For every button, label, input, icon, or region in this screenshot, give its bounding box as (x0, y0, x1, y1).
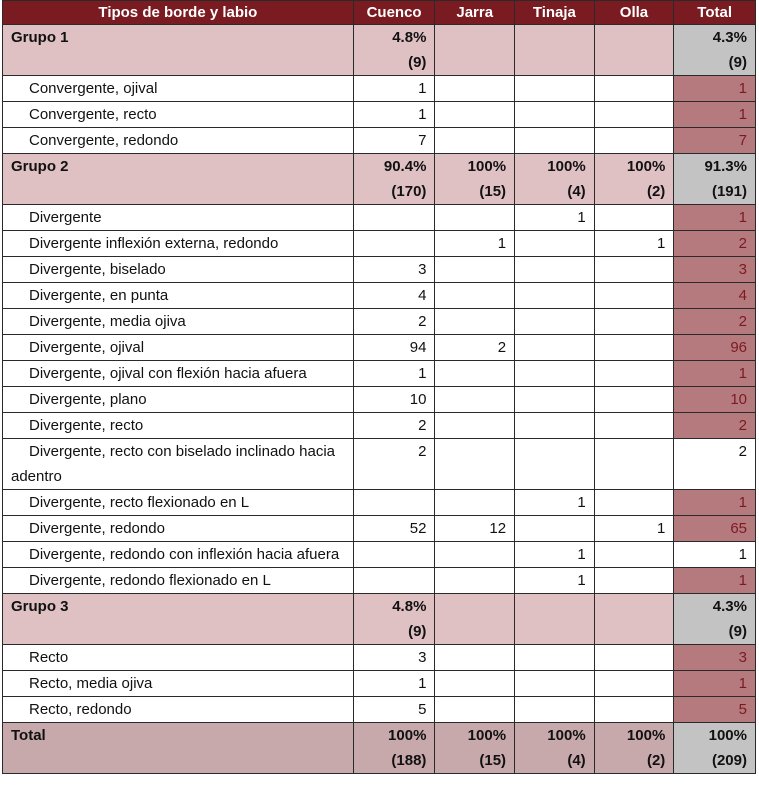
border-lip-types-table (2, 0, 756, 774)
cuenco-cell (353, 154, 435, 205)
table-row (3, 490, 756, 516)
count-value: (2) (646, 752, 666, 769)
tinaja-cell: 1 (515, 205, 595, 231)
cuenco-cell (353, 205, 435, 231)
cuenco-cell: 94 (353, 335, 435, 361)
header-types: Tipos de borde y labio (3, 1, 354, 25)
jarra-cell (435, 490, 515, 516)
table-row (3, 516, 756, 542)
table-row (3, 257, 756, 283)
olla-cell (594, 128, 674, 154)
total-cell: 4 (674, 283, 756, 309)
tinaja-cell (515, 102, 595, 128)
tinaja-cell (515, 645, 595, 671)
olla-cell (594, 387, 674, 413)
jarra-cell (435, 154, 515, 205)
cuenco-cell: 1 (353, 102, 435, 128)
jarra-cell (435, 413, 515, 439)
tinaja-cell (515, 283, 595, 309)
olla-cell (594, 413, 674, 439)
count-value: (15) (479, 752, 507, 769)
row-label: Convergente, ojival (3, 76, 354, 102)
row-label: Divergente, biselado (3, 257, 354, 283)
total-cell (674, 25, 756, 76)
total-cell: 2 (674, 231, 756, 257)
cuenco-cell (353, 723, 435, 774)
olla-cell (594, 283, 674, 309)
cuenco-cell: 3 (353, 257, 435, 283)
count-value: (4) (567, 752, 586, 769)
percent-value: 91.3% (704, 158, 747, 175)
row-label: Divergente, redondo flexionado en L (3, 568, 354, 594)
row-label: Recto, media ojiva (3, 671, 354, 697)
total-cell: 10 (674, 387, 756, 413)
header-olla: Olla (594, 1, 674, 25)
cuenco-cell: 4 (353, 283, 435, 309)
row-label: Recto (3, 645, 354, 671)
tinaja-cell (515, 516, 595, 542)
jarra-cell (435, 542, 515, 568)
jarra-cell (435, 671, 515, 697)
table-row (3, 387, 756, 413)
jarra-cell: 12 (435, 516, 515, 542)
total-cell: 1 (674, 76, 756, 102)
olla-cell (594, 490, 674, 516)
percent-value: 4.3% (712, 29, 747, 46)
jarra-cell (435, 594, 515, 645)
header-jarra: Jarra (435, 1, 515, 25)
jarra-cell (435, 76, 515, 102)
total-cell (674, 154, 756, 205)
count-value: (188) (391, 752, 427, 769)
row-label: Divergente, plano (3, 387, 354, 413)
row-label: Grupo 3 (3, 594, 354, 645)
header-total: Total (674, 1, 756, 25)
olla-cell (594, 439, 674, 490)
table-row (3, 697, 756, 723)
cuenco-cell (353, 542, 435, 568)
tinaja-cell (515, 335, 595, 361)
olla-cell (594, 205, 674, 231)
table-row (3, 231, 756, 257)
tinaja-cell (515, 671, 595, 697)
tinaja-cell (515, 309, 595, 335)
cuenco-cell: 1 (353, 76, 435, 102)
cuenco-cell: 52 (353, 516, 435, 542)
row-label: Divergente, ojival con flexión hacia afuera (3, 361, 354, 387)
olla-cell (594, 723, 674, 774)
tinaja-cell: 1 (515, 568, 595, 594)
jarra-cell (435, 128, 515, 154)
tinaja-cell (515, 128, 595, 154)
jarra-cell (435, 283, 515, 309)
header-tinaja: Tinaja (515, 1, 595, 25)
table-body (3, 25, 756, 774)
cuenco-cell (353, 594, 435, 645)
total-cell: 1 (674, 102, 756, 128)
percent-value: 100% (547, 158, 586, 175)
percent-value: 100% (626, 158, 666, 175)
table-row (3, 568, 756, 594)
row-label: Grupo 2 (3, 154, 354, 205)
table-row (3, 76, 756, 102)
percent-value: 4.8% (392, 29, 427, 46)
total-cell: 2 (674, 439, 756, 490)
jarra-cell (435, 257, 515, 283)
row-label: Divergente, recto flexionado en L (3, 490, 354, 516)
table-header-row (3, 1, 756, 25)
cuenco-cell (353, 25, 435, 76)
percent-value: 90.4% (383, 158, 427, 175)
cuenco-cell: 10 (353, 387, 435, 413)
table-row (3, 283, 756, 309)
row-label: Divergente, media ojiva (3, 309, 354, 335)
count-value: (9) (408, 54, 427, 71)
tinaja-cell (515, 25, 595, 76)
jarra-cell (435, 723, 515, 774)
count-value: (209) (711, 752, 747, 769)
jarra-cell (435, 25, 515, 76)
percent-value: 4.3% (712, 598, 747, 615)
tinaja-cell (515, 594, 595, 645)
cuenco-cell: 3 (353, 645, 435, 671)
table-row (3, 413, 756, 439)
olla-cell (594, 76, 674, 102)
count-value: (9) (408, 623, 427, 640)
total-cell: 5 (674, 697, 756, 723)
group-row (3, 25, 756, 76)
group-row (3, 594, 756, 645)
jarra-cell (435, 645, 515, 671)
table-row (3, 542, 756, 568)
count-value: (170) (391, 183, 427, 200)
row-label: Divergente, redondo con inflexión hacia afuera (3, 542, 354, 568)
jarra-cell (435, 205, 515, 231)
olla-cell (594, 25, 674, 76)
total-cell (674, 723, 756, 774)
cuenco-cell: 1 (353, 671, 435, 697)
row-label: Recto, redondo (3, 697, 354, 723)
count-value: (9) (728, 54, 747, 71)
olla-cell (594, 154, 674, 205)
count-value: (2) (646, 183, 666, 200)
tinaja-cell (515, 697, 595, 723)
olla-cell (594, 645, 674, 671)
group-row (3, 154, 756, 205)
percent-value: 100% (547, 727, 586, 744)
row-label: Divergente, en punta (3, 283, 354, 309)
cuenco-cell: 7 (353, 128, 435, 154)
table-row (3, 361, 756, 387)
cuenco-cell: 2 (353, 439, 435, 490)
tinaja-cell (515, 387, 595, 413)
cuenco-cell (353, 231, 435, 257)
row-label: Divergente, redondo (3, 516, 354, 542)
olla-cell (594, 594, 674, 645)
total-cell: 2 (674, 413, 756, 439)
olla-cell (594, 102, 674, 128)
jarra-cell (435, 309, 515, 335)
percent-value: 100% (467, 158, 507, 175)
percent-value: 100% (708, 727, 747, 744)
row-label: Divergente inflexión externa, redondo (3, 231, 354, 257)
table-row (3, 102, 756, 128)
jarra-cell (435, 102, 515, 128)
count-value: (191) (711, 183, 747, 200)
row-label: Divergente (3, 205, 354, 231)
jarra-cell (435, 439, 515, 490)
tinaja-cell (515, 231, 595, 257)
olla-cell (594, 309, 674, 335)
count-value: (15) (479, 183, 507, 200)
tinaja-cell: 1 (515, 542, 595, 568)
olla-cell: 1 (594, 516, 674, 542)
table-row (3, 671, 756, 697)
total-cell: 1 (674, 205, 756, 231)
row-label: Total (3, 723, 354, 774)
tinaja-cell (515, 361, 595, 387)
total-cell: 1 (674, 671, 756, 697)
table-row (3, 128, 756, 154)
percent-value: 100% (388, 727, 427, 744)
cuenco-cell (353, 490, 435, 516)
count-value: (9) (728, 623, 747, 640)
total-cell: 65 (674, 516, 756, 542)
row-label: Convergente, recto (3, 102, 354, 128)
count-value: (4) (567, 183, 586, 200)
table-row (3, 309, 756, 335)
total-cell: 1 (674, 568, 756, 594)
tinaja-cell: 1 (515, 490, 595, 516)
table-row (3, 645, 756, 671)
row-label: Grupo 1 (3, 25, 354, 76)
jarra-cell (435, 568, 515, 594)
cuenco-cell: 2 (353, 413, 435, 439)
percent-value: 100% (467, 727, 507, 744)
jarra-cell (435, 697, 515, 723)
tinaja-cell (515, 154, 595, 205)
jarra-cell (435, 387, 515, 413)
total-cell: 7 (674, 128, 756, 154)
olla-cell (594, 542, 674, 568)
olla-cell (594, 568, 674, 594)
tinaja-cell (515, 76, 595, 102)
olla-cell: 1 (594, 231, 674, 257)
olla-cell (594, 257, 674, 283)
percent-value: 4.8% (392, 598, 427, 615)
total-cell: 2 (674, 309, 756, 335)
cuenco-cell: 1 (353, 361, 435, 387)
row-label: Divergente, recto con biselado inclinado hacia adentro (3, 439, 354, 490)
header-cuenco: Cuenco (353, 1, 435, 25)
tinaja-cell (515, 723, 595, 774)
jarra-cell: 2 (435, 335, 515, 361)
table-row (3, 439, 756, 490)
total-cell: 96 (674, 335, 756, 361)
olla-cell (594, 671, 674, 697)
olla-cell (594, 697, 674, 723)
row-label: Convergente, redondo (3, 128, 354, 154)
total-cell: 1 (674, 542, 756, 568)
cuenco-cell: 2 (353, 309, 435, 335)
olla-cell (594, 335, 674, 361)
percent-value: 100% (626, 727, 666, 744)
olla-cell (594, 361, 674, 387)
jarra-cell: 1 (435, 231, 515, 257)
cuenco-cell: 5 (353, 697, 435, 723)
tinaja-cell (515, 439, 595, 490)
row-label: Divergente, ojival (3, 335, 354, 361)
total-cell (674, 594, 756, 645)
total-row (3, 723, 756, 774)
total-cell: 1 (674, 361, 756, 387)
total-cell: 3 (674, 645, 756, 671)
tinaja-cell (515, 413, 595, 439)
total-cell: 1 (674, 490, 756, 516)
tinaja-cell (515, 257, 595, 283)
total-cell: 3 (674, 257, 756, 283)
jarra-cell (435, 361, 515, 387)
row-label: Divergente, recto (3, 413, 354, 439)
table-row (3, 205, 756, 231)
cuenco-cell (353, 568, 435, 594)
table-row (3, 335, 756, 361)
